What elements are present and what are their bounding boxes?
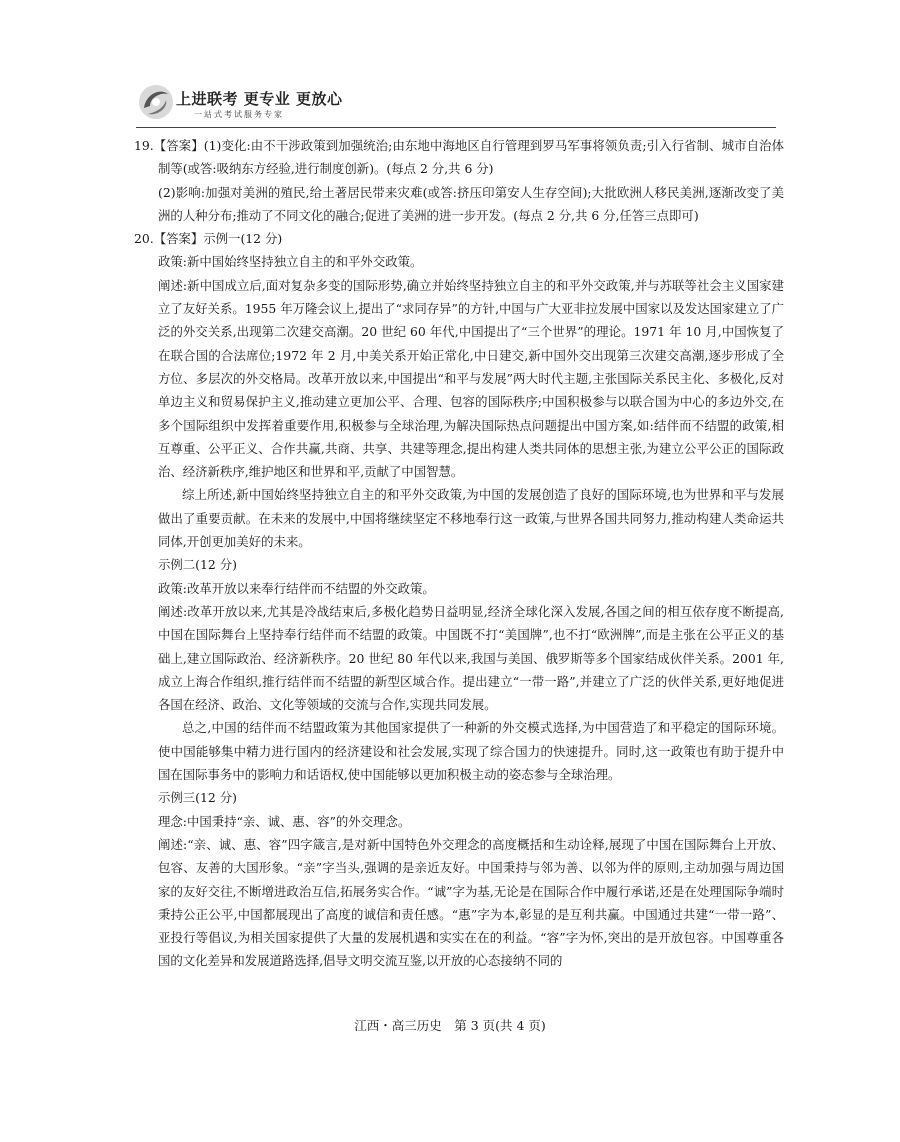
q19-answer-part1: 19.【答案】(1)变化:由不干涉政策到加强统治;由东地中海地区自行管理到罗马军事将领负责;引入行省制、城市自治体制等(或答:吸纳东方经验,进行制度创新)。(每点 2 分,共 6 分) xyxy=(134,138,784,177)
q20-heading: 20.【答案】示例一(12 分) xyxy=(134,231,283,247)
q19-answer-part2: (2)影响:加强对美洲的殖民,给土著居民带来灾难(或答:挤压印第安人生存空间);大批欧洲人移民美洲,逐渐改变了美洲的人种分布;推动了不同文化的融合;促进了美洲的进一步开发。(每点 2 分,共 6 分,任答三点即可) xyxy=(158,184,784,223)
ex3-concept: 理念:中国秉持“亲、诚、惠、容”的外交理念。 xyxy=(158,813,411,829)
ex2-summary: 总之,中国的结伴而不结盟政策为其他国家提供了一种新的外交模式选择,为中国营造了和平稳定的国际环境。使中国能够集中精力进行国内的经济建设和社会发展,实现了综合国力的快速提升。同时,这一政策也有助于提升中国在国际事务中的影响力和话语权,使中国能够以更加积极主动的姿态参与全球治理。 xyxy=(158,720,784,783)
ex1-summary: 综上所述,新中国始终坚持独立自主的和平外交政策,为中国的发展创造了良好的国际环境,也为世界和平与发展做出了重要贡献。在未来的发展中,中国将继续坚定不移地奉行这一政策,与世界各国共同努力,推动构建人类命运共同体,开创更加美好的未来。 xyxy=(158,487,784,550)
ex2-elaboration: 阐述:改革开放以来,尤其是冷战结束后,多极化趋势日益明显,经济全球化深入发展,各国之间的相互依存度不断提高,中国在国际舞台上坚持奉行结伴而不结盟的政策。中国既不打“美国牌”,也不打“欧洲牌”,而是主张在公平正义的基础上,建立国际政治、经济新秩序。20 世纪 80 年代以来,我国与美国、俄罗斯等多个国家结成伙伴关系。2001 年,成立上海合作组织,推行结伴而不结盟的新型区域合作。提出建立“一带一路”,并建立了广泛的伙伴关系,更好地促进各国在经济、政治、文化等领域的交流与合作,实现共同发展。 xyxy=(158,603,784,713)
ex1-policy: 政策:新中国始终坚持独立自主的和平外交政策。 xyxy=(158,254,423,270)
brand-subtitle: 一站式考试服务专家 xyxy=(194,110,284,119)
ex2-heading: 示例二(12 分) xyxy=(158,557,237,573)
page-header xyxy=(136,82,776,126)
ex3-heading: 示例三(12 分) xyxy=(158,790,237,806)
page-footer: 江西・高三历史 第 3 页(共 4 页) xyxy=(354,1018,546,1033)
ex2-policy: 政策:改革开放以来奉行结伴而不结盟的外交政策。 xyxy=(158,580,435,596)
ex3-elaboration: 阐述:“亲、诚、惠、容”四字箴言,是对新中国特色外交理念的高度概括和生动诠释,展现了中国在国际舞台上开放、包容、友善的大国形象。“亲”字当头,强调的是亲近友好。中国秉持与邻为善、以邻为伴的原则,主动加强与周边国家的友好交往,不断增进政治互信,拓展务实合作。“诚”字为基,无论是在国际合作中履行承诺,还是在处理国际争端时秉持公正公平,中国都展现出了高度的诚信和责任感。“惠”字为本,彰显的是互利共赢。中国通过共建“一带一路”、亚投行等倡议,为相关国家提供了大量的发展机遇和实实在在的利益。“容”字为怀,突出的是开放包容。中国尊重各国的文化差异和发展道路选择,倡导文明交流互鉴,以开放的心态接纳不同的 xyxy=(158,836,784,969)
brand-logo-icon xyxy=(136,82,176,122)
ex1-elaboration: 阐述:新中国成立后,面对复杂多变的国际形势,确立并始终坚持独立自主的和平外交政策,并与苏联等社会主义国家建立了友好关系。1955 年万隆会议上,提出了“求同存异”的方针,中国与广大亚非拉发展中国家以及发达国家建立了广泛的外交关系,出现第二次建交高潮。20 世纪 60 年代,中国提出了“三个世界”的理论。1971 年 10 月,中国恢复了在联合国的合法席位;1972 年 2 月,中美关系开始正常化,中日建交,新中国外交出现第三次建交高潮,逐步形成了全方位、多层次的外交格局。改革开放以来,中国提出“和平与发展”两大时代主题,主张国际关系民主化、多极化,反对单边主义和贸易保护主义,推动建立更加公平、合理、包容的国际秩序;中国积极参与以联合国为中心的多边外交,在多个国际组织中发挥着重要作用,积极参与全球治理,为解决国际热点问题提出中国方案,如:结伴而不结盟的政策,相互尊重、公平正义、合作共赢,共商、共享、共建等理念,提出构建人类共同体的思想主张,为建立公平公正的国际政治、经济新秩序,维护地区和世界和平,贡献了中国智慧。 xyxy=(158,277,784,480)
answer-content xyxy=(134,134,784,973)
brand-title: 上进联考 更专业 更放心 xyxy=(176,90,343,108)
header-divider xyxy=(136,127,776,128)
